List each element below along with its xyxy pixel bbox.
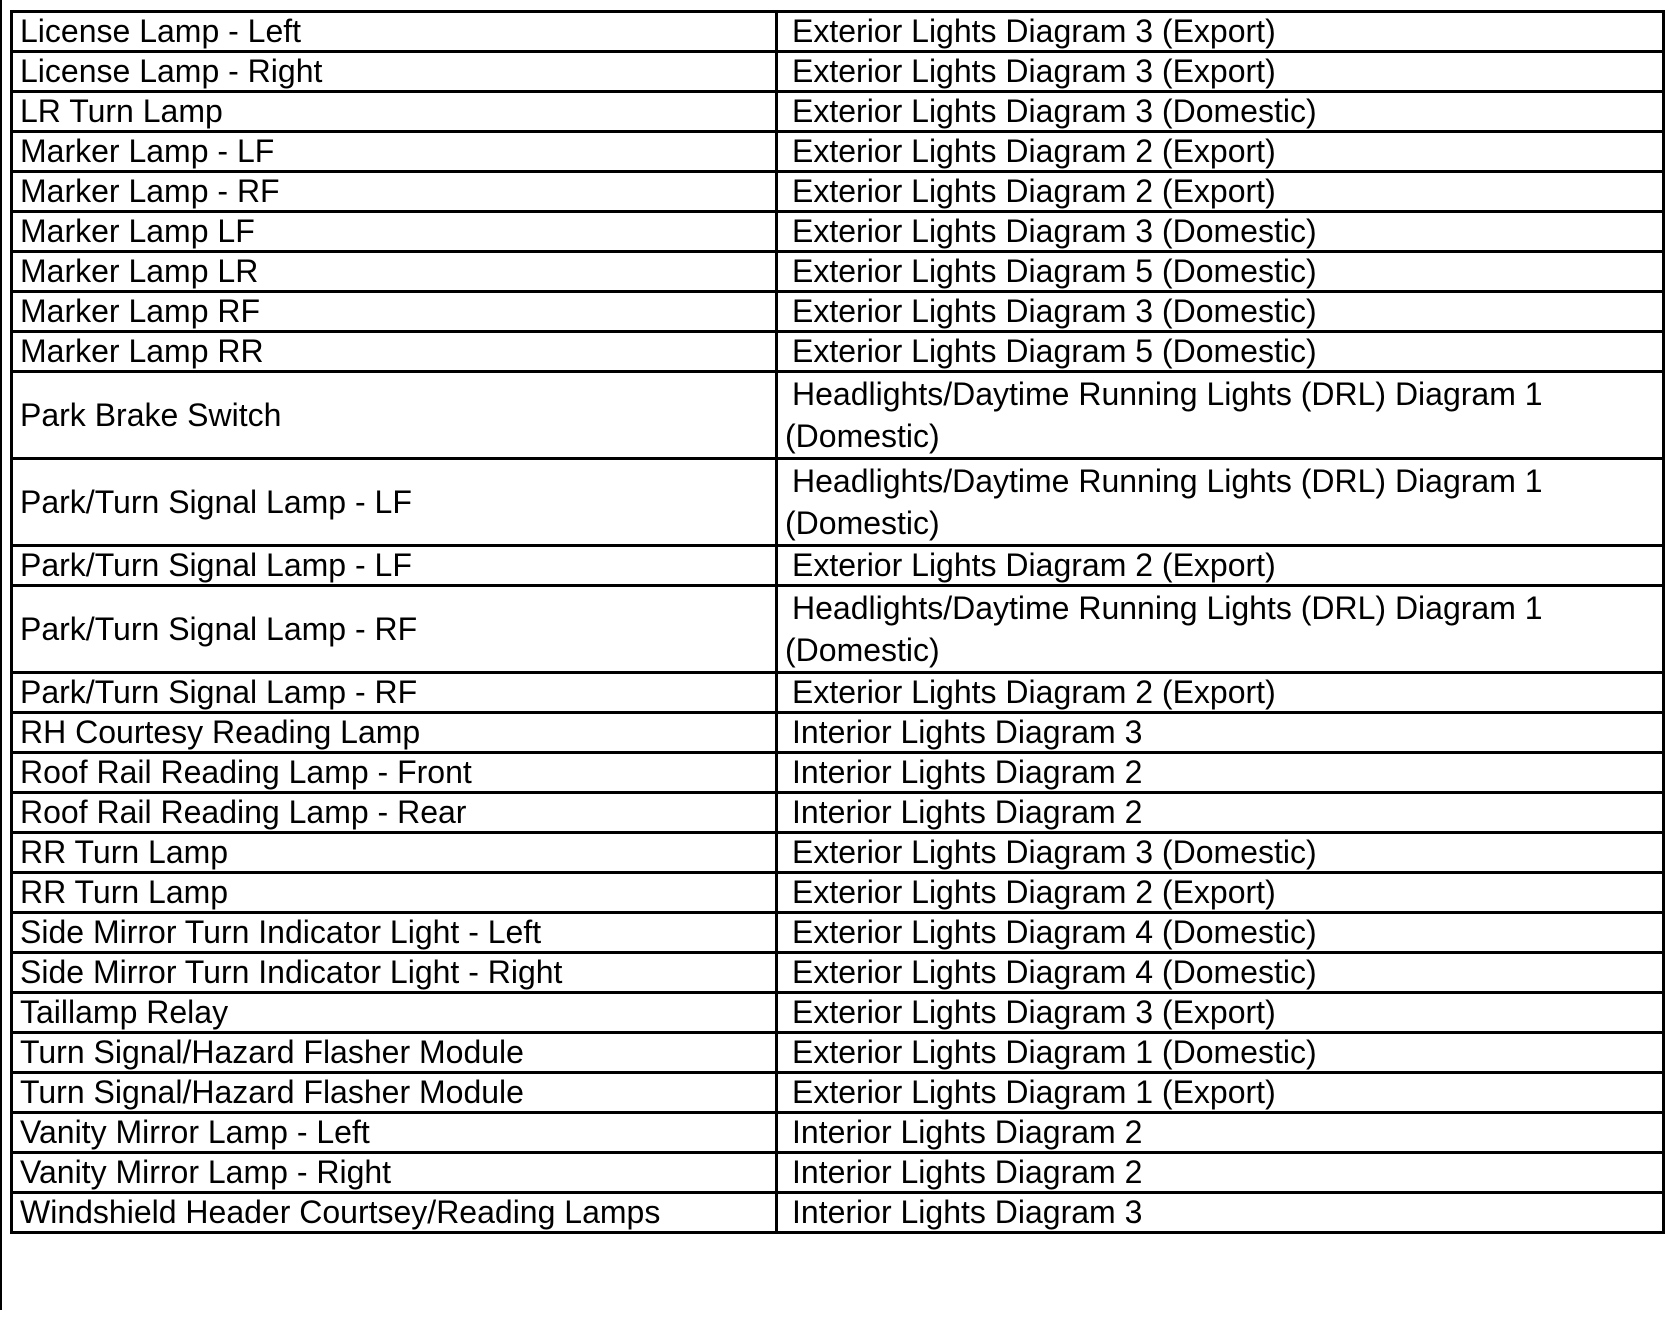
table-row (12, 12, 1664, 52)
component-cell: License Lamp - Left (12, 12, 777, 52)
diagram-cell: Interior Lights Diagram 2 (777, 793, 1664, 833)
table-row (12, 1193, 1664, 1233)
component-cell: Vanity Mirror Lamp - Right (12, 1153, 777, 1193)
diagram-line-1: Headlights/Daytime Running Lights (DRL) Diagram 1 (792, 590, 1543, 626)
component-cell: RR Turn Lamp (12, 873, 777, 913)
table-row (12, 212, 1664, 252)
component-cell: Marker Lamp LF (12, 212, 777, 252)
table-row (12, 252, 1664, 292)
table-row (12, 52, 1664, 92)
diagram-cell: Exterior Lights Diagram 5 (Domestic) (777, 332, 1664, 372)
component-cell: Roof Rail Reading Lamp - Rear (12, 793, 777, 833)
table-row (12, 546, 1664, 586)
diagram-cell: Interior Lights Diagram 2 (777, 753, 1664, 793)
diagram-cell: Exterior Lights Diagram 5 (Domestic) (777, 252, 1664, 292)
table-row (12, 92, 1664, 132)
component-cell: Roof Rail Reading Lamp - Front (12, 753, 777, 793)
table-row (12, 292, 1664, 332)
diagram-line-2: (Domestic) (785, 418, 940, 454)
diagram-cell: Exterior Lights Diagram 3 (Domestic) (777, 833, 1664, 873)
component-cell: RH Courtesy Reading Lamp (12, 713, 777, 753)
table-row (12, 1113, 1664, 1153)
diagram-cell: Interior Lights Diagram 3 (777, 1193, 1664, 1233)
diagram-cell: Exterior Lights Diagram 3 (Domestic) (777, 292, 1664, 332)
component-cell: License Lamp - Right (12, 52, 777, 92)
table-row (12, 332, 1664, 372)
component-cell: Windshield Header Courtsey/Reading Lamps (12, 1193, 777, 1233)
component-cell: Marker Lamp RR (12, 332, 777, 372)
component-diagram-table (10, 10, 1665, 1234)
component-cell: Marker Lamp - LF (12, 132, 777, 172)
table-row (12, 459, 1664, 546)
diagram-cell: Exterior Lights Diagram 2 (Export) (777, 132, 1664, 172)
component-cell: Marker Lamp RF (12, 292, 777, 332)
diagram-cell (777, 586, 1664, 673)
diagram-cell: Exterior Lights Diagram 2 (Export) (777, 673, 1664, 713)
component-cell: Side Mirror Turn Indicator Light - Right (12, 953, 777, 993)
table-row (12, 953, 1664, 993)
component-cell: Park Brake Switch (12, 372, 777, 459)
table-row (12, 1153, 1664, 1193)
table-row (12, 873, 1664, 913)
component-cell: Turn Signal/Hazard Flasher Module (12, 1073, 777, 1113)
table-row (12, 1073, 1664, 1113)
table-row (12, 993, 1664, 1033)
component-cell: Marker Lamp LR (12, 252, 777, 292)
left-edge-rule (0, 0, 2, 1310)
component-cell: Park/Turn Signal Lamp - LF (12, 546, 777, 586)
diagram-line-1: Headlights/Daytime Running Lights (DRL) Diagram 1 (792, 463, 1543, 499)
diagram-cell: Exterior Lights Diagram 3 (Export) (777, 993, 1664, 1033)
table-row (12, 586, 1664, 673)
table-row (12, 1033, 1664, 1073)
diagram-cell: Interior Lights Diagram 2 (777, 1113, 1664, 1153)
diagram-line-2: (Domestic) (785, 505, 940, 541)
component-cell: Park/Turn Signal Lamp - RF (12, 673, 777, 713)
diagram-cell: Exterior Lights Diagram 1 (Domestic) (777, 1033, 1664, 1073)
diagram-cell: Exterior Lights Diagram 2 (Export) (777, 546, 1664, 586)
diagram-cell: Exterior Lights Diagram 4 (Domestic) (777, 913, 1664, 953)
diagram-line-2: (Domestic) (785, 632, 940, 668)
component-cell: LR Turn Lamp (12, 92, 777, 132)
component-cell: Vanity Mirror Lamp - Left (12, 1113, 777, 1153)
table-row (12, 713, 1664, 753)
table-row (12, 132, 1664, 172)
diagram-cell: Exterior Lights Diagram 4 (Domestic) (777, 953, 1664, 993)
diagram-cell: Exterior Lights Diagram 3 (Domestic) (777, 212, 1664, 252)
diagram-cell: Interior Lights Diagram 2 (777, 1153, 1664, 1193)
table-row (12, 833, 1664, 873)
component-cell: Park/Turn Signal Lamp - RF (12, 586, 777, 673)
component-cell: RR Turn Lamp (12, 833, 777, 873)
diagram-cell (777, 372, 1664, 459)
table-row (12, 673, 1664, 713)
diagram-line-1: Headlights/Daytime Running Lights (DRL) Diagram 1 (792, 376, 1543, 412)
table-row (12, 913, 1664, 953)
table-row (12, 372, 1664, 459)
table-row (12, 793, 1664, 833)
component-cell: Turn Signal/Hazard Flasher Module (12, 1033, 777, 1073)
diagram-cell: Interior Lights Diagram 3 (777, 713, 1664, 753)
component-cell: Taillamp Relay (12, 993, 777, 1033)
diagram-cell: Exterior Lights Diagram 3 (Domestic) (777, 92, 1664, 132)
diagram-cell: Exterior Lights Diagram 2 (Export) (777, 873, 1664, 913)
component-cell: Park/Turn Signal Lamp - LF (12, 459, 777, 546)
table-row (12, 172, 1664, 212)
component-cell: Side Mirror Turn Indicator Light - Left (12, 913, 777, 953)
component-cell: Marker Lamp - RF (12, 172, 777, 212)
diagram-cell (777, 459, 1664, 546)
diagram-cell: Exterior Lights Diagram 1 (Export) (777, 1073, 1664, 1113)
diagram-cell: Exterior Lights Diagram 2 (Export) (777, 172, 1664, 212)
table-row (12, 753, 1664, 793)
diagram-cell: Exterior Lights Diagram 3 (Export) (777, 52, 1664, 92)
diagram-cell: Exterior Lights Diagram 3 (Export) (777, 12, 1664, 52)
